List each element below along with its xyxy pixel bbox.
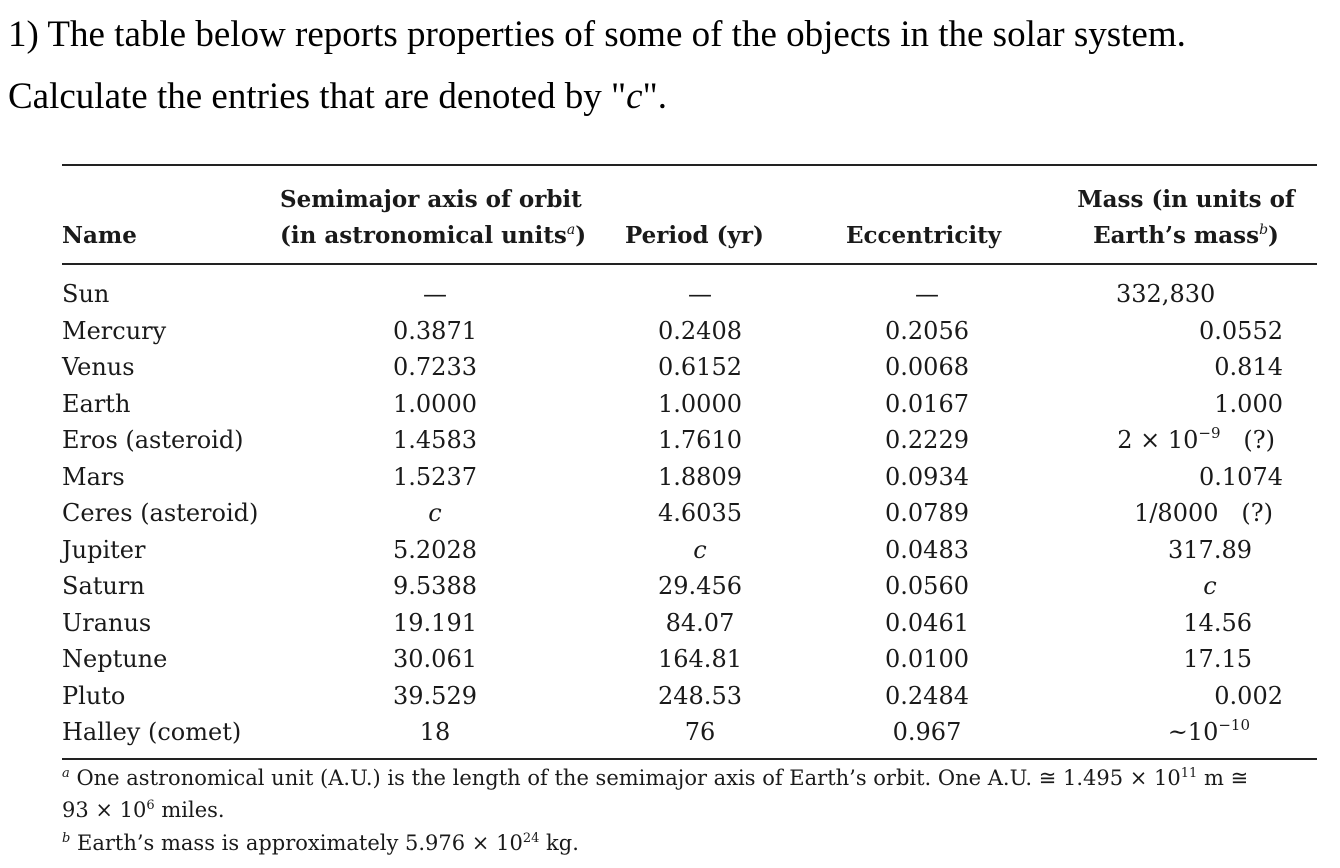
cell-semimajor-axis: 39.529 xyxy=(393,681,477,710)
cell-name: Saturn xyxy=(62,572,145,600)
cell-name: Pluto xyxy=(62,681,126,710)
cell-semimajor-axis: 18 xyxy=(419,718,451,746)
question-line-2-pre: Calculate the entries that are denoted by " xyxy=(8,76,627,117)
cell-semimajor-axis: 30.061 xyxy=(393,645,477,673)
cell-eccentricity: 0.0789 xyxy=(885,499,969,527)
cell-mass: 0.1074 xyxy=(1199,462,1283,491)
cell-period: 29.456 xyxy=(658,572,742,600)
header-eccentricity: Eccentricity xyxy=(846,222,1002,249)
cell-mass: $2 \times 10^{-9}$ (?) xyxy=(1117,424,1275,454)
cell-mass: 0.0552 xyxy=(1199,316,1283,345)
cell-period: 164.81 xyxy=(658,645,742,673)
footnote-b: $^b$ Earth’s mass is approximately $5.976 \times 10^{24}$ kg. xyxy=(62,831,579,855)
cell-name: Eros (asteroid) xyxy=(62,426,244,454)
cell-period: 0.2408 xyxy=(658,316,742,345)
cell-mass: 0.002 xyxy=(1214,681,1283,710)
cell-name: Venus xyxy=(62,353,135,381)
cell-period: 76 xyxy=(684,718,716,746)
header-mass-line-1: Mass (in units of xyxy=(1077,186,1295,213)
cell-eccentricity: 0.0461 xyxy=(885,608,969,637)
cell-eccentricity: 0.0068 xyxy=(885,353,969,381)
header-mass xyxy=(1075,182,1297,254)
cell-name: Halley (comet) xyxy=(62,718,242,746)
cell-name: Uranus xyxy=(62,608,152,637)
question-line-1: 1) The table below reports properties of some of the objects in the solar system. xyxy=(8,14,1186,55)
question-text xyxy=(8,4,1328,128)
cell-semimajor-axis: 5.2028 xyxy=(393,535,477,564)
cell-eccentricity: 0.2484 xyxy=(885,681,969,710)
cell-mass: 1/8000 (?) xyxy=(1134,499,1273,527)
cell-name: Sun xyxy=(62,280,110,308)
cell-eccentricity: 0.2056 xyxy=(885,316,969,345)
cell-semimajor-axis: 0.7233 xyxy=(393,353,477,381)
cell-mass: 332,830 xyxy=(1116,280,1216,308)
cell-period: 1.8809 xyxy=(658,462,742,491)
header-semimajor-axis xyxy=(280,182,586,254)
cell-semimajor-axis: 1.0000 xyxy=(393,389,477,418)
cell-mass: 0.814 xyxy=(1214,353,1283,381)
cell-semimajor-axis: — xyxy=(423,280,447,308)
cell-eccentricity: — xyxy=(915,280,939,308)
cell-name: Mercury xyxy=(62,316,167,345)
cell-semimajor-axis: 0.3871 xyxy=(393,316,477,345)
cell-period: 1.0000 xyxy=(658,389,742,418)
cell-mass: c xyxy=(1203,572,1217,600)
cell-semimajor-axis: c xyxy=(428,499,442,527)
footnote-a-continued: $93 \times 10^6$ miles. xyxy=(62,798,225,822)
header-mass-line-2: Earth’s mass$^b$) xyxy=(1093,222,1279,249)
cell-semimajor-axis: 1.5237 xyxy=(393,462,477,491)
cell-semimajor-axis: 9.5388 xyxy=(393,572,477,600)
table-top-rule xyxy=(62,164,1317,166)
cell-period: 0.6152 xyxy=(658,353,742,381)
header-period: Period (yr) xyxy=(625,222,764,249)
cell-name: Mars xyxy=(62,462,125,491)
cell-period: — xyxy=(688,280,712,308)
cell-eccentricity: 0.967 xyxy=(892,718,962,746)
cell-mass: 1.000 xyxy=(1214,389,1283,418)
footnote-a: $^a$ One astronomical unit (A.U.) is the length of the semimajor axis of Earth’s orbit. One A.U. ≅ $1.495 \times 10^{11}$ m ≅ xyxy=(62,766,1249,790)
question-variable: c xyxy=(626,76,643,117)
cell-mass: 14.56 xyxy=(1183,608,1252,637)
table-bottom-rule xyxy=(62,758,1317,760)
cell-mass: 317.89 xyxy=(1168,535,1252,564)
cell-period: 84.07 xyxy=(665,608,735,637)
table-header-rule xyxy=(62,263,1317,265)
cell-semimajor-axis: 19.191 xyxy=(393,608,477,637)
cell-semimajor-axis: 1.4583 xyxy=(393,426,477,454)
header-name: Name xyxy=(62,222,137,249)
cell-eccentricity: 0.0483 xyxy=(885,535,969,564)
header-axis-line-1: Semimajor axis of orbit xyxy=(280,186,582,213)
question-line-2 xyxy=(8,66,1328,128)
cell-name: Earth xyxy=(62,389,131,418)
cell-period: c xyxy=(693,535,707,564)
cell-name: Ceres (asteroid) xyxy=(62,499,259,527)
cell-eccentricity: 0.0100 xyxy=(885,645,969,673)
header-axis-line-2: (in astronomical units$^a$) xyxy=(280,222,587,249)
cell-mass: 17.15 xyxy=(1183,645,1252,673)
question-line-2-post: ". xyxy=(642,76,667,117)
cell-eccentricity: 0.2229 xyxy=(885,426,969,454)
cell-eccentricity: 0.0560 xyxy=(885,572,969,600)
cell-period: 4.6035 xyxy=(658,499,742,527)
cell-period: 248.53 xyxy=(658,681,742,710)
cell-eccentricity: 0.0167 xyxy=(885,389,969,418)
cell-mass: $\sim 10^{-10}$ xyxy=(1167,716,1250,746)
footnote-mark-a: a xyxy=(566,222,576,238)
cell-name: Neptune xyxy=(62,645,168,673)
cell-eccentricity: 0.0934 xyxy=(885,462,969,491)
cell-name: Jupiter xyxy=(62,535,146,564)
footnote-mark-b: b xyxy=(1259,222,1269,238)
cell-period: 1.7610 xyxy=(658,426,742,454)
